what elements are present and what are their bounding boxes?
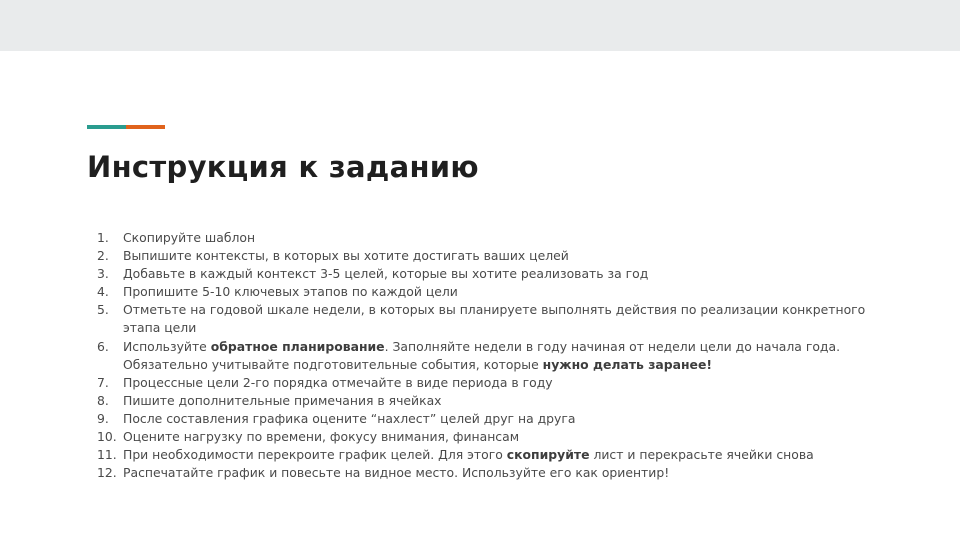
text-segment: Оцените нагрузку по времени, фокусу внимания, финансам: [123, 429, 520, 445]
text-segment: Процессные цели 2-го порядка отмечайте в виде периода в году: [123, 374, 553, 390]
list-item-text: [123, 247, 887, 265]
emphasis-text: нужно делать заранее!: [542, 356, 712, 372]
list-item: [97, 428, 887, 446]
list-item-number: 12.: [97, 465, 117, 481]
list-item-text: [123, 428, 887, 446]
list-item: [97, 410, 887, 428]
list-item-number: 2.: [97, 248, 109, 264]
text-segment: После составления графика оцените “нахлест” целей друг на друга: [123, 410, 576, 426]
accent-bar-teal: [87, 125, 126, 129]
list-item-number: 4.: [97, 284, 109, 300]
text-segment: Распечатайте график и повесьте на видное место. Используйте его как ориентир!: [123, 465, 670, 481]
text-segment: Используйте: [123, 338, 211, 354]
list-item: [97, 247, 887, 265]
text-segment: . Заполняйте недели в году начиная от недели цели до начала года. Обязательно учитывайте подготовительные события, которые: [123, 338, 841, 372]
instruction-list: [97, 229, 887, 482]
list-item-number: 10.: [97, 429, 117, 445]
list-item-number: 7.: [97, 374, 109, 390]
text-segment: Скопируйте шаблон: [123, 230, 256, 245]
list-item-number: 3.: [97, 266, 109, 282]
list-item-number: 6.: [97, 338, 109, 354]
list-item-text: [123, 446, 887, 464]
list-item-text: [123, 464, 887, 482]
text-segment: Пишите дополнительные примечания в ячейках: [123, 392, 442, 408]
list-item: [97, 338, 887, 374]
list-item-text: [123, 338, 887, 374]
text-segment: Выпишите контексты, в которых вы хотите достигать ваших целей: [123, 248, 569, 264]
list-item: [97, 283, 887, 301]
list-item: [97, 392, 887, 410]
text-segment: Добавьте в каждый контекст 3-5 целей, которые вы хотите реализовать за год: [123, 266, 649, 282]
list-item-number: 1.: [97, 230, 109, 245]
list-item-text: [123, 229, 887, 247]
list-item-text: [123, 265, 887, 283]
list-item: [97, 229, 887, 247]
list-item-number: 5.: [97, 302, 109, 318]
list-item: [97, 464, 887, 482]
list-item: [97, 301, 887, 337]
text-segment: При необходимости перекроите график целей. Для этого: [123, 447, 507, 463]
list-item-number: 9.: [97, 410, 109, 426]
text-segment: Отметьте на годовой шкале недели, в которых вы планируете выполнять действия по реализации конкретного этапа цели: [123, 302, 866, 336]
text-segment: лист и перекрасьте ячейки снова: [589, 447, 814, 463]
list-item-number: 8.: [97, 392, 109, 408]
list-item-text: [123, 392, 887, 410]
list-item-text: [123, 283, 887, 301]
text-segment: Пропишите 5-10 ключевых этапов по каждой цели: [123, 284, 458, 300]
accent-bar-orange: [126, 125, 165, 129]
list-item-number: 11.: [97, 447, 117, 463]
list-item: [97, 446, 887, 464]
list-item-text: [123, 301, 887, 337]
slide-title: Инструкция к заданию: [87, 150, 479, 184]
emphasis-text: скопируйте: [506, 447, 590, 463]
list-item-text: [123, 374, 887, 392]
emphasis-text: обратное планирование: [210, 338, 385, 354]
list-item: [97, 374, 887, 392]
list-item-text: [123, 410, 887, 428]
top-band: [0, 0, 960, 51]
list-item: [97, 265, 887, 283]
